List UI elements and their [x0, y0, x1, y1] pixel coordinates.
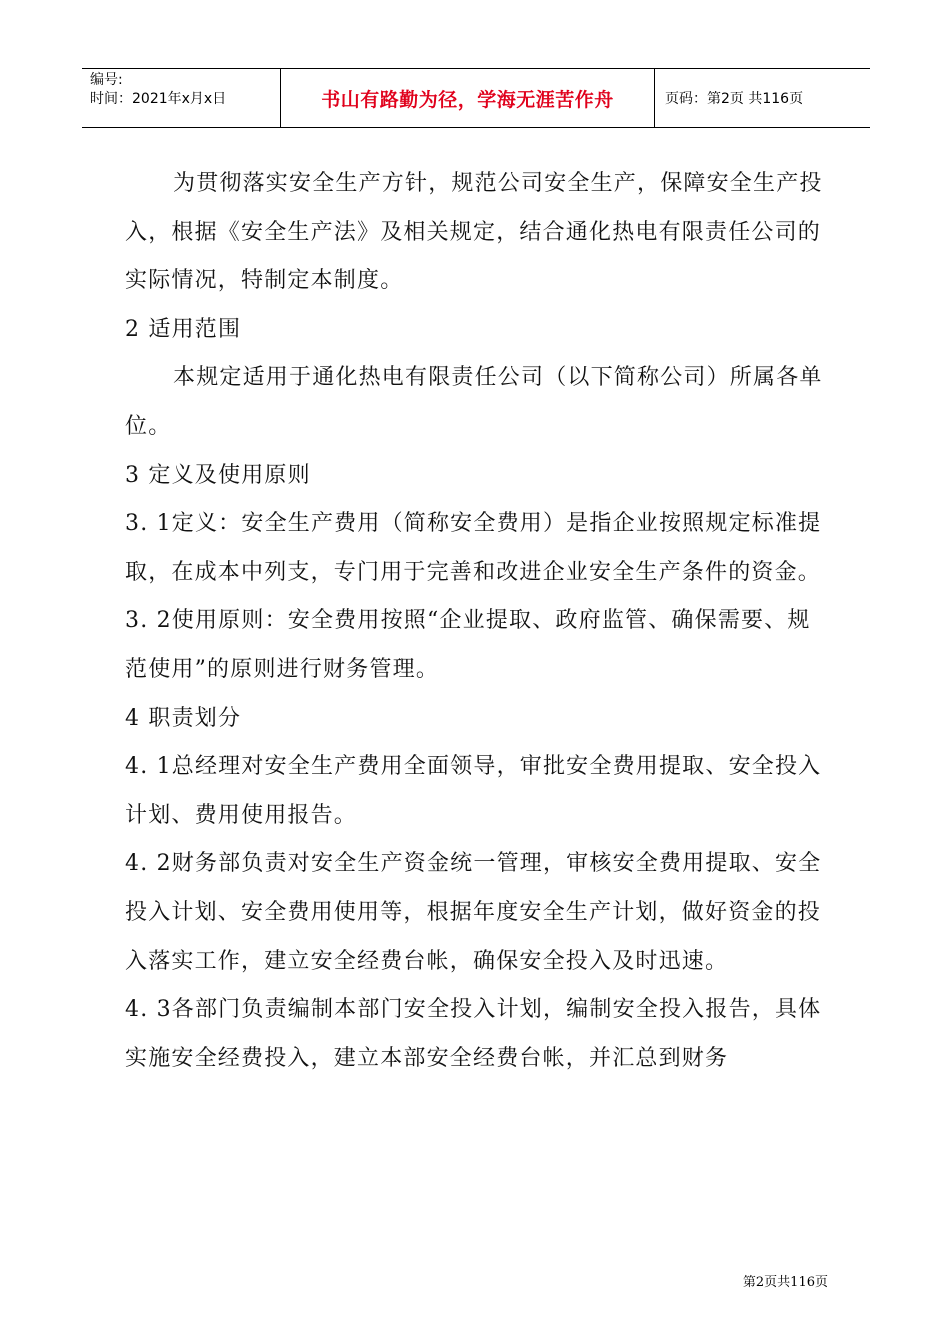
paragraph-intro: 为贯彻落实安全生产方针，规范公司安全生产，保障安全生产投入，根据《安全生产法》及相关规定，结合通化热电有限责任公司的实际情况，特制定本制度。 — [125, 171, 823, 294]
document-time-label: 时间：2021年x月x日 — [90, 91, 227, 107]
paragraph-4-1: 4. 1总经理对安全生产费用全面领导，审批安全费用提取、安全投入计划、费用使用报告。 — [125, 754, 822, 828]
paragraph-4-2: 4. 2财务部负责对安全生产资金统一管理，审核安全费用提取、安全投入计划、安全费用使用等，根据年度安全生产计划，做好资金的投入落实工作，建立安全经费台帐，确保安全投入及时迅速。 — [125, 851, 822, 974]
section-heading-2: 2 适用范围 — [125, 316, 242, 342]
section-heading-3: 3 定义及使用原则 — [125, 462, 311, 488]
document-body — [125, 160, 830, 1083]
paragraph-3-1: 3. 1定义：安全生产费用（简称安全费用）是指企业按照规定标准提取，在成本中列支，专门用于完善和改进企业安全生产条件的资金。 — [125, 511, 822, 585]
page-footer: 第2页共116页 — [742, 1275, 828, 1290]
header-meta — [82, 69, 281, 127]
paragraph-4-3: 4. 3各部门负责编制本部门安全投入计划，编制安全投入报告，具体实施安全经费投入，建立本部安全经费台帐，并汇总到财务 — [125, 997, 822, 1071]
document-number-label: 编号: — [90, 72, 123, 88]
page-header — [82, 68, 870, 128]
header-motto: 书山有路勤为径，学海无涯苦作舟 — [281, 69, 655, 127]
header-page-code: 页码：第2页 共116页 — [665, 91, 804, 107]
paragraph-3-2: 3. 2使用原则：安全费用按照“企业提取、政府监管、确保需要、规范使用”的原则进行财务管理。 — [125, 608, 811, 682]
paragraph-scope: 本规定适用于通化热电有限责任公司（以下简称公司）所属各单位。 — [125, 365, 823, 439]
section-heading-4: 4 职责划分 — [125, 705, 242, 731]
